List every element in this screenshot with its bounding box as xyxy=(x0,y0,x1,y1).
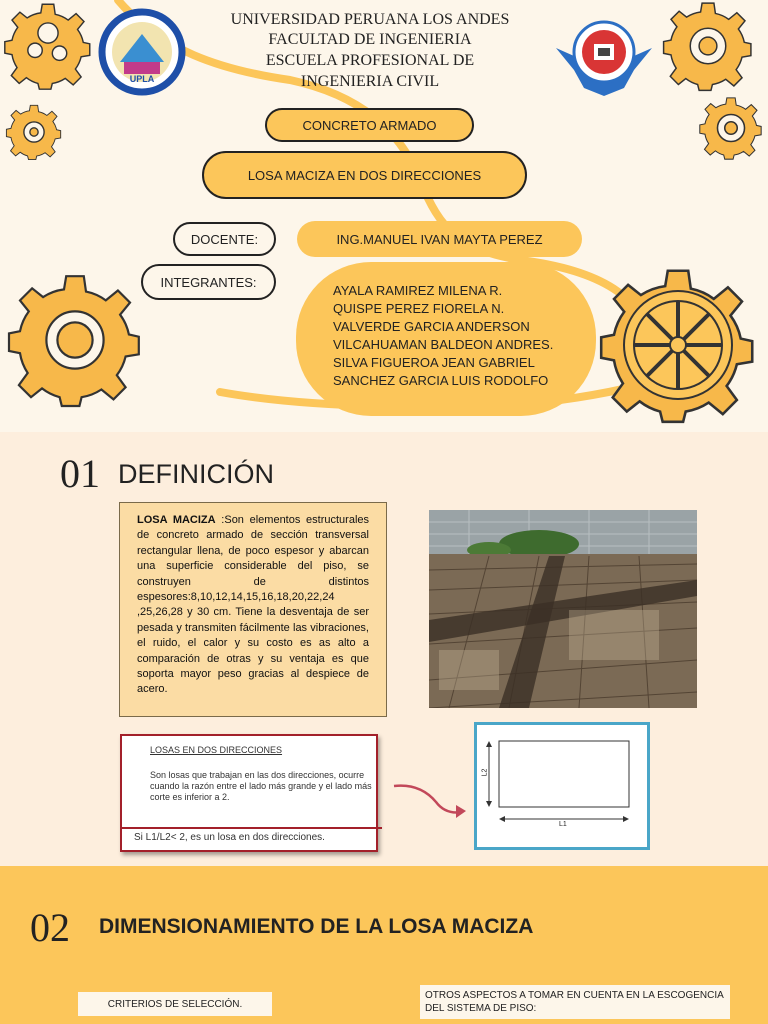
faculty-logo xyxy=(556,22,652,96)
svg-text:UPLA: UPLA xyxy=(129,74,155,84)
gear-icon xyxy=(700,98,761,159)
career-name: INGENIERIA CIVIL xyxy=(300,73,440,90)
arrow-icon xyxy=(392,780,472,820)
dimensioning-section xyxy=(0,866,768,1024)
note-text: Son losas que trabajan en las dos direcciones, ocurre cuando la razón entre el lado más grande y el lado más corte es inferior a 2. xyxy=(150,770,372,802)
note-title: LOSAS EN DOS DIRECCIONES xyxy=(150,745,283,755)
slab-photo xyxy=(429,510,697,708)
note-footer: Si L1/L2< 2, es un losa en dos direcciones. xyxy=(134,832,325,843)
definition-section xyxy=(0,432,768,866)
diagram-label-l1: L1 xyxy=(559,821,567,828)
definition-box xyxy=(119,502,387,717)
docente-name: ING.MANUEL IVAN MAYTA PEREZ xyxy=(297,221,582,257)
member-name: VILCAHUAMAN BALDEON ANDRES. xyxy=(333,337,554,352)
gear-icon xyxy=(6,105,60,159)
university-logo xyxy=(102,12,182,92)
definition-term: LOSA MACIZA xyxy=(137,514,216,526)
university-name: UNIVERSIDAD PERUANA LOS ANDES xyxy=(230,11,510,28)
section-title: DIMENSIONAMIENTO DE LA LOSA MACIZA xyxy=(99,915,534,938)
member-name: VALVERDE GARCIA ANDERSON xyxy=(333,319,530,334)
topic-pill xyxy=(202,151,527,199)
topic-label: LOSA MACIZA EN DOS DIRECCIONES xyxy=(208,155,521,195)
two-way-slab-note xyxy=(120,734,378,852)
member-name: QUISPE PEREZ FIORELA N. xyxy=(333,301,505,316)
slab-diagram xyxy=(474,722,650,850)
diagram-label-l2: L2 xyxy=(481,768,489,777)
gear-icon xyxy=(601,271,752,422)
note-divider xyxy=(120,827,382,829)
member-name: SANCHEZ GARCIA LUIS RODOLFO xyxy=(333,373,549,388)
integrantes-list xyxy=(296,262,596,416)
cover-section xyxy=(0,0,768,432)
section-number: 02 xyxy=(30,905,70,950)
member-name: AYALA RAMIREZ MILENA R. xyxy=(333,283,503,298)
docente-label: DOCENTE: xyxy=(173,222,276,256)
criteria-box: CRITERIOS DE SELECCIÓN. xyxy=(78,992,272,1016)
faculty-name: FACULTAD DE INGENIERIA xyxy=(268,31,472,48)
gear-icon xyxy=(9,276,139,406)
section-title: DEFINICIÓN xyxy=(118,459,275,489)
other-aspects-box: OTROS ASPECTOS A TOMAR EN CUENTA EN LA ESCOGENCIA DEL SISTEMA DE PISO: xyxy=(420,985,730,1019)
definition-text: :Son elementos estructurales de concreto armado de sección transversal rectangular llena, de poco espesor y abarcan una superficie considerable del piso, se construyen de distintos espesores:8,10,12,14,15,16,18,20,22,24 ,25,26,28 y 30 cm. Tiene la desventaja de ser pesada y transmiten fácilmente las vibraciones, el ruido, el calor y su costo es as alto a comparación de otras y su ventaja es que soporta mayor peso gracias al despiece de acero. xyxy=(137,514,370,696)
school-name: ESCUELA PROFESIONAL DE xyxy=(265,52,475,69)
gear-icon xyxy=(664,3,751,90)
integrantes-label: INTEGRANTES: xyxy=(141,264,276,300)
section-number: 01 xyxy=(60,451,100,496)
member-name: SILVA FIGUEROA JEAN GABRIEL xyxy=(333,355,535,370)
course-pill: CONCRETO ARMADO xyxy=(265,108,474,142)
gear-icon xyxy=(5,4,90,89)
